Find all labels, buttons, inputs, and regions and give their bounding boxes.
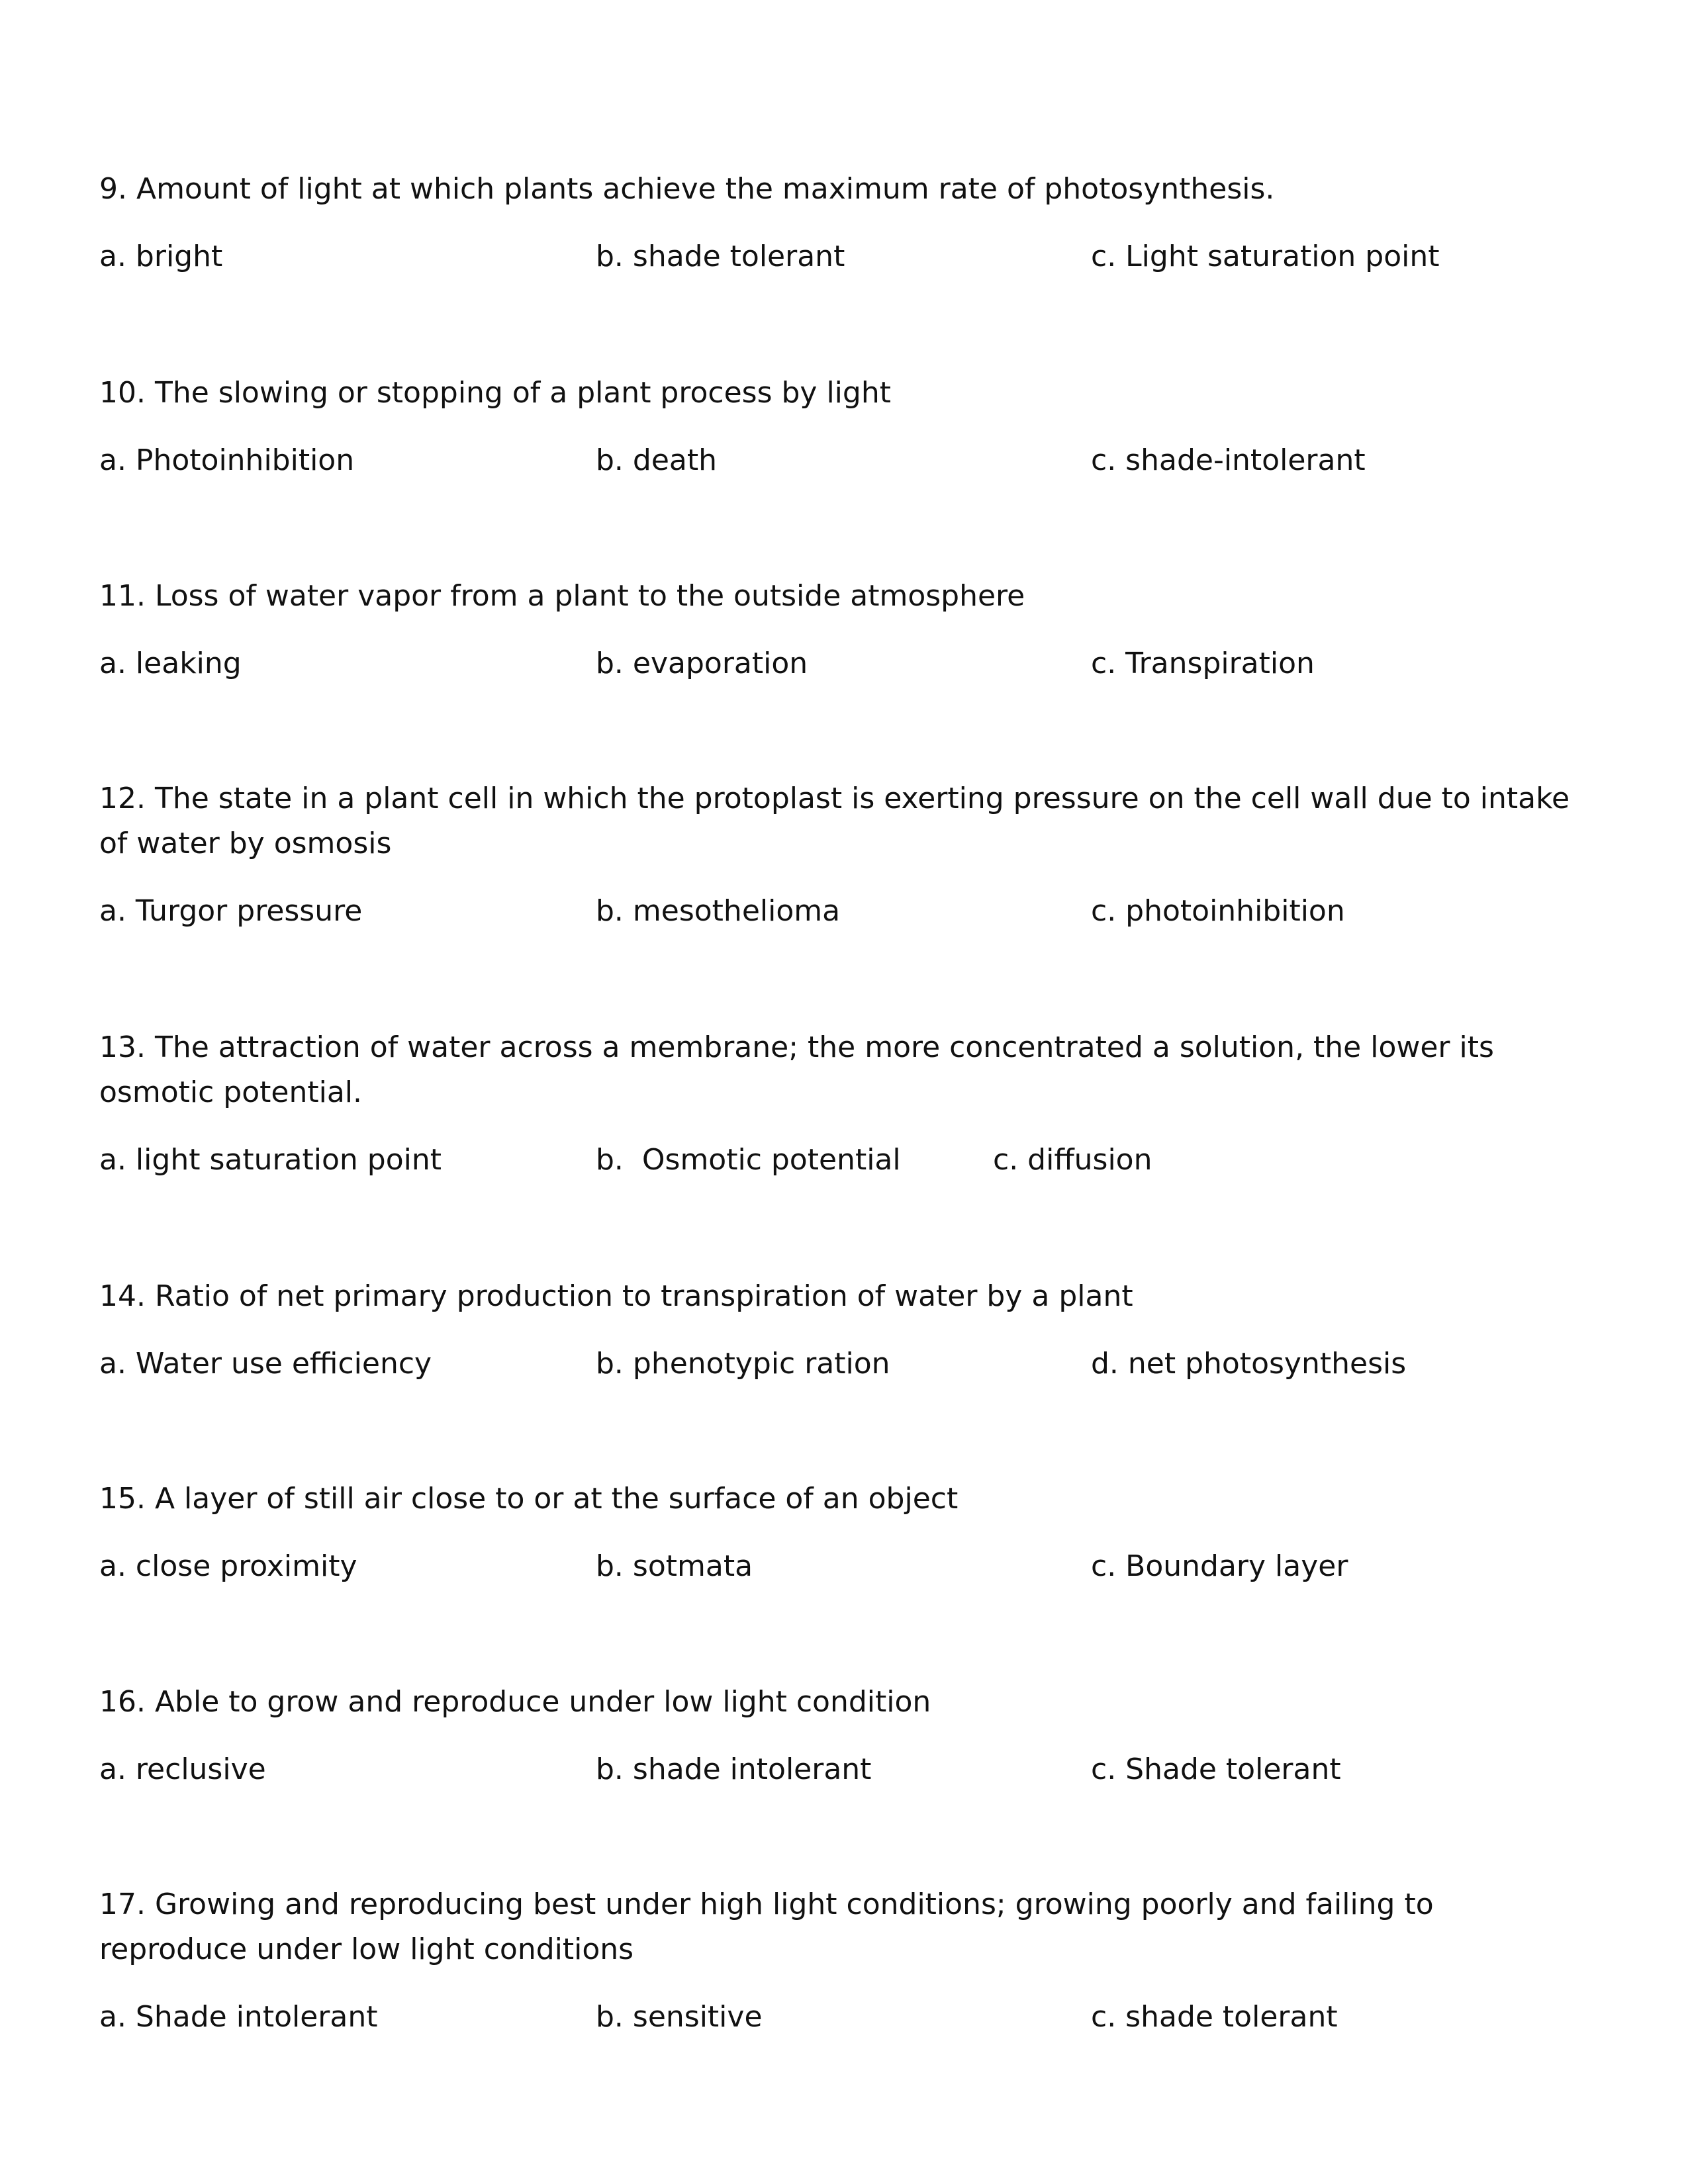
option-a: a. reclusive [99, 1752, 266, 1786]
option-b: b. mesothelioma [596, 894, 841, 928]
question-13 [99, 1025, 1589, 1183]
question-stem: 12. The state in a plant cell in which the protoplast is exerting pressure on the cell wall due to intake of water by osmosis [99, 782, 1570, 860]
question-stem: 16. Able to grow and reproduce under low light condition [99, 1685, 931, 1719]
question-stem: 10. The slowing or stopping of a plant process by light [99, 376, 891, 410]
option-c: c. photoinhibition [1091, 894, 1345, 928]
answer-options [99, 1138, 1589, 1183]
answer-options [99, 889, 1589, 934]
option-a: a. close proximity [99, 1549, 357, 1583]
question-stem: 9. Amount of light at which plants achieve the maximum rate of photosynthesis. [99, 172, 1275, 206]
question-11 [99, 574, 1589, 686]
question-stem: 11. Loss of water vapor from a plant to the outside atmosphere [99, 579, 1025, 613]
question-stem: 14. Ratio of net primary production to transpiration of water by a plant [99, 1279, 1133, 1313]
option-a: a. Water use efficiency [99, 1347, 432, 1381]
option-c: c. shade-intolerant [1091, 443, 1366, 477]
option-c: c. shade tolerant [1091, 2000, 1338, 2034]
question-stem: 17. Growing and reproducing best under high light conditions; growing poorly and failing to reproduce under low light conditions [99, 1888, 1434, 1966]
option-c: c. diffusion [993, 1143, 1152, 1177]
option-a: a. light saturation point [99, 1143, 442, 1177]
option-a: a. Turgor pressure [99, 894, 363, 928]
question-14 [99, 1274, 1589, 1387]
option-c: c. Transpiration [1091, 647, 1315, 680]
option-a: a. Shade intolerant [99, 2000, 378, 2034]
answer-options [99, 438, 1589, 483]
answer-options [99, 1995, 1589, 2040]
option-c: c. Shade tolerant [1091, 1752, 1341, 1786]
option-b: b. shade intolerant [596, 1752, 872, 1786]
answer-options [99, 234, 1589, 279]
option-b: b. shade tolerant [596, 240, 845, 273]
answer-options [99, 1747, 1589, 1792]
answer-options [99, 1342, 1589, 1387]
option-b: b. Osmotic potential [596, 1143, 901, 1177]
option-b: b. death [596, 443, 718, 477]
question-9 [99, 167, 1589, 279]
answer-options [99, 641, 1589, 686]
option-b: b. phenotypic ration [596, 1347, 890, 1381]
option-d: d. net photosynthesis [1091, 1347, 1407, 1381]
option-a: a. bright [99, 240, 223, 273]
question-12 [99, 776, 1589, 934]
option-b: b. evaporation [596, 647, 808, 680]
question-15 [99, 1477, 1589, 1589]
question-stem: 15. A layer of still air close to or at the surface of an object [99, 1482, 959, 1516]
option-b: b. sensitive [596, 2000, 763, 2034]
question-stem: 13. The attraction of water across a membrane; the more concentrated a solution, the lower its osmotic potential. [99, 1030, 1494, 1109]
answer-options [99, 1544, 1589, 1589]
option-a: a. leaking [99, 647, 242, 680]
option-c: c. Light saturation point [1091, 240, 1440, 273]
option-b: b. sotmata [596, 1549, 753, 1583]
question-16 [99, 1680, 1589, 1792]
option-c: c. Boundary layer [1091, 1549, 1348, 1583]
question-10 [99, 371, 1589, 483]
question-17 [99, 1882, 1589, 2040]
option-a: a. Photoinhibition [99, 443, 355, 477]
